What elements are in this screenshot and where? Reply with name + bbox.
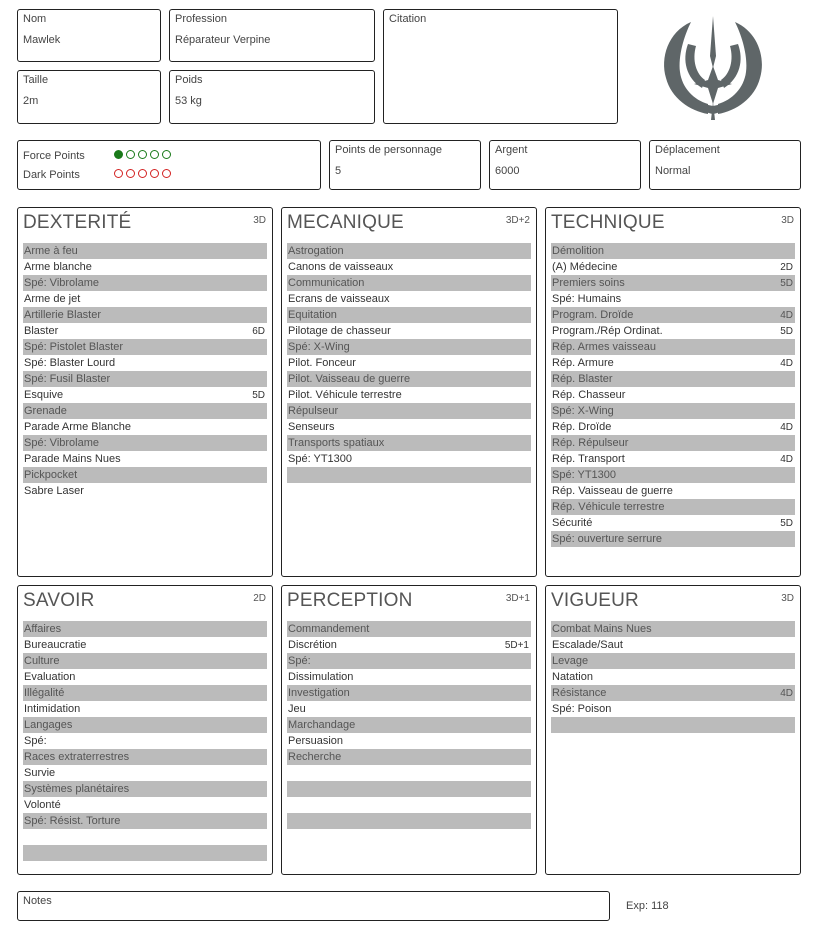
skill-row[interactable] (23, 323, 267, 339)
skill-name: Evaluation (24, 671, 76, 683)
name-label: Nom (23, 13, 47, 25)
skill-level: 6D (252, 325, 265, 337)
weight-value: 53 kg (175, 95, 202, 107)
skill-row[interactable] (23, 797, 267, 813)
skill-row[interactable] (287, 621, 531, 637)
skill-name: Grenade (24, 405, 67, 417)
skill-name: Arme à feu (24, 245, 78, 257)
skill-row[interactable] (551, 339, 795, 355)
skill-name: Spé: Blaster Lourd (24, 357, 116, 369)
section-level: 3D+2 (505, 215, 530, 226)
skill-name: Spé: YT1300 (552, 469, 617, 481)
skill-row[interactable] (23, 717, 267, 733)
skill-level: 4D (780, 357, 793, 369)
skill-row[interactable] (287, 275, 531, 291)
skill-name: Investigation (288, 687, 350, 699)
skill-name: Dissimulation (288, 671, 354, 683)
skill-row[interactable] (551, 669, 795, 685)
section-level: 3D (781, 215, 794, 226)
skill-name: Escalade/Saut (552, 639, 623, 651)
skill-name: Affaires (24, 623, 62, 635)
skill-name: Rép. Armes vaisseau (552, 341, 656, 353)
skill-name: Ecrans de vaisseaux (288, 293, 390, 305)
skill-name: Spé: Fusil Blaster (24, 373, 111, 385)
skill-name: Jeu (288, 703, 306, 715)
section-title: TECHNIQUE (551, 212, 665, 233)
skill-name: Spé: YT1300 (288, 453, 353, 465)
skill-level: 5D (780, 277, 793, 289)
height-field[interactable] (17, 70, 161, 124)
skill-row[interactable] (551, 499, 795, 515)
skill-row[interactable] (287, 797, 531, 813)
skill-name: Discrétion (288, 639, 337, 651)
force-point-dot[interactable] (126, 150, 135, 159)
skill-row[interactable] (23, 483, 267, 499)
skill-name: Répulseur (288, 405, 339, 417)
skill-name: Volonté (24, 799, 61, 811)
skill-name: Transports spatiaux (288, 437, 385, 449)
skill-row[interactable] (551, 259, 795, 275)
skill-name: Persuasion (288, 735, 344, 747)
skill-name: Natation (552, 671, 593, 683)
skill-row[interactable] (287, 765, 531, 781)
skill-row[interactable] (551, 323, 795, 339)
section-level: 3D (781, 593, 794, 604)
skill-row[interactable] (287, 451, 531, 467)
skill-name: Spé: ouverture serrure (552, 533, 663, 545)
section-technique (545, 207, 801, 577)
skill-name: Langages (24, 719, 73, 731)
skill-row[interactable] (287, 749, 531, 765)
skill-row[interactable] (551, 371, 795, 387)
skill-name: Pilotage de chasseur (288, 325, 391, 337)
character-points-label: Points de personnage (335, 144, 443, 156)
section-title: DEXTERITÉ (23, 212, 132, 233)
character-points-field[interactable] (329, 140, 481, 190)
skill-name: Parade Arme Blanche (24, 421, 132, 433)
jedi-order-emblem-icon (658, 14, 768, 122)
skill-row[interactable] (551, 419, 795, 435)
skill-name: Pickpocket (24, 469, 78, 481)
skill-row[interactable] (551, 653, 795, 669)
skill-row[interactable] (551, 637, 795, 653)
skill-list (23, 243, 267, 499)
skill-row[interactable] (287, 419, 531, 435)
skill-row[interactable] (551, 717, 795, 733)
skill-name: Spé: Résist. Torture (24, 815, 121, 827)
force-points-row (23, 150, 174, 162)
force-point-dot[interactable] (162, 150, 171, 159)
section-vigueur (545, 585, 801, 875)
skill-row[interactable] (23, 829, 267, 845)
skill-name: Rép. Vaisseau de guerre (552, 485, 673, 497)
skill-name: (A) Médecine (552, 261, 618, 273)
section-title: MECANIQUE (287, 212, 404, 233)
skill-row[interactable] (287, 291, 531, 307)
skill-name: Intimidation (24, 703, 81, 715)
skill-row[interactable] (551, 435, 795, 451)
skill-row[interactable] (23, 781, 267, 797)
skill-row[interactable] (287, 403, 531, 419)
section-level: 3D (253, 215, 266, 226)
skill-name: Commandement (288, 623, 370, 635)
skill-row[interactable] (23, 653, 267, 669)
skill-row[interactable] (551, 451, 795, 467)
skill-row[interactable] (23, 355, 267, 371)
skill-name: Survie (24, 767, 56, 779)
skill-row[interactable] (23, 813, 267, 829)
skill-row[interactable] (551, 403, 795, 419)
skill-name: Spé: (24, 735, 47, 747)
section-savoir (17, 585, 273, 875)
skill-name: Levage (552, 655, 589, 667)
skill-row[interactable] (551, 355, 795, 371)
skill-row[interactable] (551, 307, 795, 323)
notes-label: Notes (23, 895, 52, 907)
money-field[interactable] (489, 140, 641, 190)
skill-row[interactable] (23, 669, 267, 685)
skill-row[interactable] (287, 435, 531, 451)
skill-name: Spé: X-Wing (552, 405, 614, 417)
skill-name: Pilot. Fonceur (288, 357, 356, 369)
skill-row[interactable] (287, 467, 531, 483)
skill-row[interactable] (551, 467, 795, 483)
skill-row[interactable] (23, 621, 267, 637)
dark-points-row (23, 169, 174, 181)
skill-row[interactable] (287, 243, 531, 259)
force-point-dot[interactable] (138, 150, 147, 159)
skill-row[interactable] (287, 371, 531, 387)
skill-name: Rép. Véhicule terrestre (552, 501, 665, 513)
skill-row[interactable] (23, 701, 267, 717)
height-value: 2m (23, 95, 39, 107)
weight-label: Poids (175, 74, 203, 86)
skill-name: Artillerie Blaster (24, 309, 102, 321)
skill-row[interactable] (23, 845, 267, 861)
skill-level: 5D (780, 325, 793, 337)
skill-row[interactable] (287, 701, 531, 717)
skill-name: Premiers soins (552, 277, 625, 289)
section-title: SAVOIR (23, 590, 95, 611)
skill-row[interactable] (551, 483, 795, 499)
skill-name: Bureaucratie (24, 639, 87, 651)
skill-row[interactable] (287, 259, 531, 275)
skill-list (23, 621, 267, 861)
skill-name: Rép. Répulseur (552, 437, 629, 449)
profession-value: Réparateur Verpine (175, 34, 271, 46)
skill-row[interactable] (287, 653, 531, 669)
skill-level: 4D (780, 453, 793, 465)
weight-field[interactable] (169, 70, 375, 124)
money-value: 6000 (495, 165, 520, 177)
force-points-dots[interactable] (114, 150, 174, 162)
force-dark-points-box (17, 140, 321, 190)
skill-row[interactable] (23, 419, 267, 435)
skill-name: Rép. Transport (552, 453, 625, 465)
skill-name: Pilot. Véhicule terrestre (288, 389, 402, 401)
skill-row[interactable] (551, 243, 795, 259)
profession-field[interactable] (169, 9, 375, 62)
skill-level: 5D (780, 517, 793, 529)
skill-level: 4D (780, 309, 793, 321)
skill-name: Spé: Pistolet Blaster (24, 341, 124, 353)
dark-point-dot[interactable] (126, 169, 135, 178)
skill-row[interactable] (287, 307, 531, 323)
skill-row[interactable] (287, 387, 531, 403)
dark-point-dot[interactable] (114, 169, 123, 178)
skill-row[interactable] (287, 323, 531, 339)
skill-list (287, 621, 531, 829)
skill-row[interactable] (23, 467, 267, 483)
skill-row[interactable] (287, 781, 531, 797)
skill-name: Blaster (24, 325, 59, 337)
skill-row[interactable] (551, 685, 795, 701)
skill-row[interactable] (551, 531, 795, 547)
skill-name: Esquive (24, 389, 64, 401)
skill-name: Rép. Chasseur (552, 389, 626, 401)
skill-name: Equitation (288, 309, 337, 321)
skill-list (287, 243, 531, 483)
section-mecanique (281, 207, 537, 577)
skill-name: Spé: X-Wing (288, 341, 350, 353)
skill-row[interactable] (23, 733, 267, 749)
dark-points-label: Dark Points (23, 169, 80, 181)
force-point-dot[interactable] (150, 150, 159, 159)
dark-points-dots[interactable] (114, 169, 174, 181)
skill-list (551, 621, 795, 733)
skill-name: Parade Mains Nues (24, 453, 121, 465)
skill-name: Systèmes planétaires (24, 783, 130, 795)
section-title: VIGUEUR (551, 590, 639, 611)
skill-name: Program. Droïde (552, 309, 634, 321)
skill-name: Combat Mains Nues (552, 623, 652, 635)
movement-field[interactable] (649, 140, 801, 190)
skill-row[interactable] (287, 685, 531, 701)
section-level: 2D (253, 593, 266, 604)
skill-row[interactable] (287, 669, 531, 685)
skill-name: Sécurité (552, 517, 593, 529)
skill-row[interactable] (23, 637, 267, 653)
movement-value: Normal (655, 165, 691, 177)
skill-name: Pilot. Vaisseau de guerre (288, 373, 411, 385)
character-points-value: 5 (335, 165, 342, 177)
skill-row[interactable] (551, 515, 795, 531)
skill-name: Senseurs (288, 421, 335, 433)
name-field[interactable] (17, 9, 161, 62)
section-level: 3D+1 (505, 593, 530, 604)
dark-point-dot[interactable] (162, 169, 171, 178)
force-points-label: Force Points (23, 150, 85, 162)
skill-row[interactable] (23, 685, 267, 701)
skill-list (551, 243, 795, 547)
skill-name: Rép. Blaster (552, 373, 613, 385)
section-title: PERCEPTION (287, 590, 413, 611)
notes-field[interactable] (17, 891, 610, 921)
skill-row[interactable] (23, 451, 267, 467)
skill-name: Races extraterrestres (24, 751, 130, 763)
skill-name: Culture (24, 655, 60, 667)
height-label: Taille (23, 74, 49, 86)
skill-row[interactable] (23, 765, 267, 781)
skill-name: Astrogation (288, 245, 344, 257)
skill-row[interactable] (287, 813, 531, 829)
skill-row[interactable] (23, 307, 267, 323)
skill-name: Arme blanche (24, 261, 92, 273)
skill-level: 4D (780, 421, 793, 433)
skill-name: Sabre Laser (24, 485, 84, 497)
citation-field[interactable] (383, 9, 618, 124)
money-label: Argent (495, 144, 528, 156)
skill-name: Rép. Armure (552, 357, 614, 369)
skill-row[interactable] (23, 339, 267, 355)
skill-row[interactable] (287, 717, 531, 733)
skill-name: Spé: Vibrolame (24, 277, 100, 289)
skill-name: Spé: Poison (552, 703, 612, 715)
skill-row[interactable] (551, 291, 795, 307)
skill-row[interactable] (551, 621, 795, 637)
skill-name: Spé: Humains (552, 293, 622, 305)
skill-row[interactable] (551, 701, 795, 717)
skill-name: Démolition (552, 245, 604, 257)
dark-point-dot[interactable] (138, 169, 147, 178)
skill-name: Canons de vaisseaux (288, 261, 394, 273)
skill-row[interactable] (287, 355, 531, 371)
skill-name: Illégalité (24, 687, 65, 699)
experience-value: Exp: 118 (626, 900, 669, 912)
force-point-dot[interactable] (114, 150, 123, 159)
skill-row[interactable] (287, 339, 531, 355)
skill-level: 2D (780, 261, 793, 273)
skill-row[interactable] (287, 637, 531, 653)
skill-name: Spé: (288, 655, 311, 667)
skill-level: 5D+1 (504, 639, 529, 651)
skill-name: Communication (288, 277, 365, 289)
skill-row[interactable] (23, 387, 267, 403)
skill-row[interactable] (23, 259, 267, 275)
skill-row[interactable] (23, 749, 267, 765)
name-value: Mawlek (23, 34, 61, 46)
skill-row[interactable] (23, 291, 267, 307)
skill-row[interactable] (23, 275, 267, 291)
skill-name: Rép. Droïde (552, 421, 612, 433)
citation-label: Citation (389, 13, 427, 25)
skill-row[interactable] (23, 371, 267, 387)
skill-name: Résistance (552, 687, 607, 699)
dark-point-dot[interactable] (150, 169, 159, 178)
profession-label: Profession (175, 13, 227, 25)
skill-name: Arme de jet (24, 293, 81, 305)
skill-name: Spé: Vibrolame (24, 437, 100, 449)
section-perception (281, 585, 537, 875)
skill-name: Program./Rép Ordinat. (552, 325, 663, 337)
skill-name: Recherche (288, 751, 342, 763)
section-dexterite (17, 207, 273, 577)
skill-row[interactable] (551, 275, 795, 291)
skill-level: 4D (780, 687, 793, 699)
skill-row[interactable] (23, 243, 267, 259)
movement-label: Déplacement (655, 144, 720, 156)
skill-name: Marchandage (288, 719, 356, 731)
skill-row[interactable] (23, 403, 267, 419)
skill-row[interactable] (23, 435, 267, 451)
skill-level: 5D (252, 389, 265, 401)
skill-row[interactable] (551, 387, 795, 403)
skill-row[interactable] (287, 733, 531, 749)
